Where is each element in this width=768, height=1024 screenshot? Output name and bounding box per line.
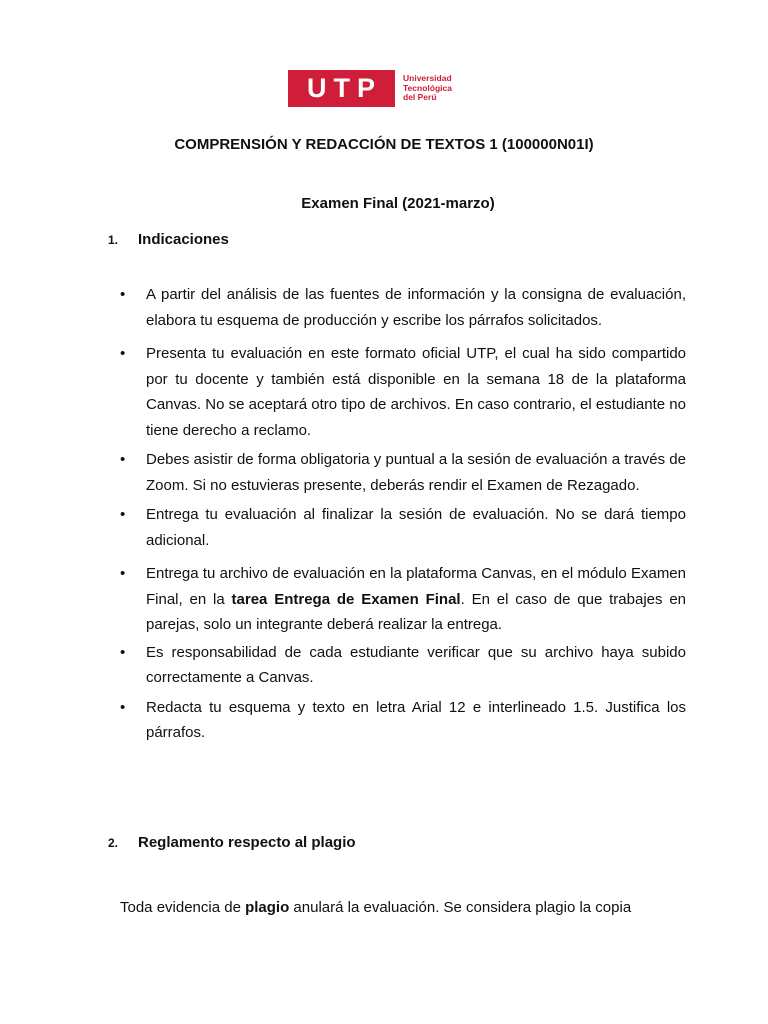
section-number: 2. — [108, 836, 119, 850]
list-item-text: Debes asistir de forma obligatoria y puntual a la sesión de evaluación a través de Zoom. Si no estuvieras presente, deberás rendir el Examen de Rezagado. — [146, 451, 686, 494]
list-item — [120, 447, 686, 498]
list-item-text: Es responsabilidad de cada estudiante verificar que su archivo haya subido correctamente a Canvas. — [146, 643, 686, 686]
section-number: 1. — [108, 233, 119, 247]
document-subtitle: Examen Final (2021-marzo) — [301, 195, 495, 212]
section-title: Indicaciones — [138, 231, 229, 248]
instructions-list — [120, 282, 686, 746]
document-title: COMPRENSIÓN Y REDACCIÓN DE TEXTOS 1 (100000N01I) — [174, 136, 594, 153]
section-title: Reglamento respecto al plagio — [138, 834, 356, 851]
bullet-icon: • — [120, 286, 126, 303]
bullet-icon: • — [120, 698, 126, 716]
list-item — [120, 341, 686, 443]
plagio-paragraph — [120, 897, 686, 919]
utp-logo-mark: UTP — [288, 70, 395, 107]
paragraph-text-before: Toda evidencia de — [120, 899, 246, 916]
section-heading-plagio — [108, 834, 356, 851]
list-item-text: Presenta tu evaluación en este formato oficial UTP, el cual ha sido compartido por tu docente y también está disponible en la semana 18 de la plataforma Canvas. No se aceptará otro tipo de archivos. En caso contrario, el estudiante no tiene derecho a reclamo. — [146, 345, 686, 439]
logo-line-1: Universidad — [403, 73, 452, 84]
section-heading-indicaciones — [108, 231, 229, 248]
list-item-text: Entrega tu evaluación al finalizar la sesión de evaluación. No se dará tiempo adicional. — [146, 506, 686, 549]
list-item — [120, 640, 686, 691]
list-item-text: A partir del análisis de las fuentes de información y la consigna de evaluación, elabora tu esquema de producción y escribe los párrafos solicitados. — [146, 286, 686, 329]
utp-logo-text — [403, 74, 452, 103]
logo-line-3: del Perú — [403, 92, 437, 103]
list-item-text-before: Entrega tu archivo de evaluación en la plataforma Canvas, en el módulo Examen Final, en la — [146, 565, 686, 608]
logo-line-2: Tecnológica — [403, 82, 452, 93]
list-item — [120, 695, 686, 746]
list-item — [120, 282, 686, 333]
list-item — [120, 561, 686, 638]
bullet-icon: • — [120, 345, 126, 362]
utp-logo — [288, 70, 452, 107]
bullet-icon: • — [120, 643, 126, 661]
list-item-text: Redacta tu esquema y texto en letra Arial 12 e interlineado 1.5. Justifica los párrafos. — [146, 698, 686, 741]
bullet-icon: • — [120, 451, 126, 468]
paragraph-text-bold: plagio — [245, 899, 290, 916]
list-item-text-bold: tarea Entrega de Examen Final — [231, 590, 461, 608]
bullet-icon: • — [120, 506, 126, 523]
list-item-text-after: . En el caso de que trabajes en parejas, solo un integrante deberá realizar la entrega. — [146, 590, 687, 633]
paragraph-text-after: anulará la evaluación. Se considera plagio la copia — [289, 899, 632, 916]
list-item — [120, 502, 686, 553]
bullet-icon: • — [120, 565, 126, 582]
